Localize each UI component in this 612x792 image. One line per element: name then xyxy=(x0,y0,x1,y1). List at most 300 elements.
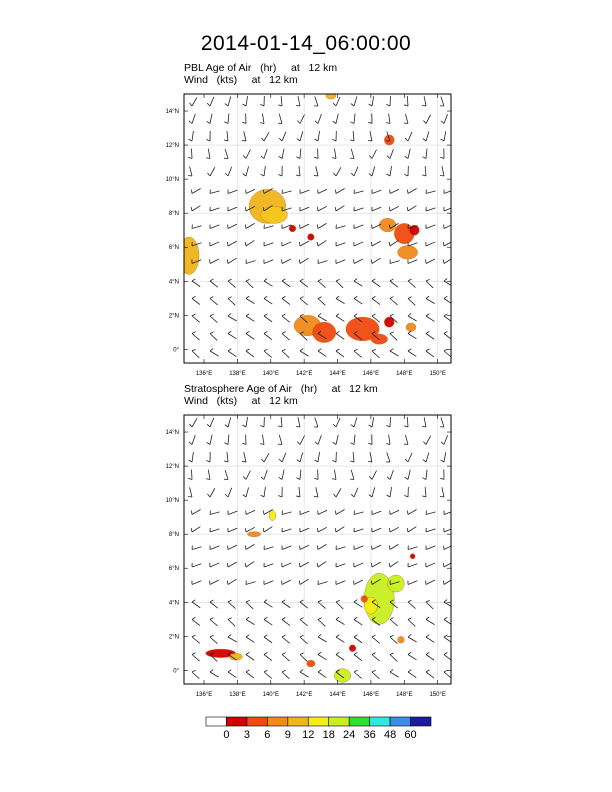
wind-barb xyxy=(189,97,197,106)
wind-barb xyxy=(245,544,254,549)
wind-barb xyxy=(224,114,228,124)
wind-barb xyxy=(314,97,318,106)
wind-barb xyxy=(350,470,354,480)
wind-barb xyxy=(404,487,408,497)
wind-barb xyxy=(243,471,250,480)
wind-barb xyxy=(423,452,429,462)
wind-barb xyxy=(282,332,290,340)
wind-barb xyxy=(372,511,381,515)
x-tick-label: 142°E xyxy=(295,371,313,377)
wind-barb xyxy=(354,207,364,211)
wind-barb xyxy=(318,600,326,608)
wind-barb xyxy=(296,166,300,176)
contour-blob xyxy=(307,660,315,667)
wind-barb xyxy=(189,452,194,462)
wind-barb xyxy=(372,296,380,304)
colorbar-swatch xyxy=(411,717,431,726)
wind-barb xyxy=(297,131,303,141)
wind-barb xyxy=(242,452,246,462)
x-tick-label: 144°E xyxy=(329,371,346,377)
wind-barb xyxy=(426,314,434,322)
wind-barb xyxy=(227,579,236,584)
x-tick-label: 148°E xyxy=(396,371,413,377)
wind-barb xyxy=(191,206,200,211)
wind-barb xyxy=(210,190,220,194)
wind-barb xyxy=(228,279,236,287)
wind-barb xyxy=(228,600,236,608)
wind-barb xyxy=(300,511,309,515)
colorbar-swatch xyxy=(329,717,349,726)
wind-barb xyxy=(246,527,255,532)
wind-barb xyxy=(371,241,380,246)
wind-barb xyxy=(369,166,375,176)
y-tick-label: 6°N xyxy=(168,245,179,252)
wind-barb xyxy=(246,652,254,660)
wind-barb xyxy=(242,131,246,141)
wind-barb xyxy=(389,561,398,567)
wind-barb xyxy=(408,670,416,678)
wind-barb xyxy=(297,436,304,445)
colorbar-swatch xyxy=(206,717,226,726)
wind-barb xyxy=(369,487,375,497)
colorbar-swatch xyxy=(267,717,287,726)
wind-barb xyxy=(408,618,415,627)
wind-barb xyxy=(206,452,210,462)
wind-barb xyxy=(335,206,344,211)
contour-blob xyxy=(379,218,396,232)
wind-barb xyxy=(246,635,254,643)
contour-blob xyxy=(349,645,356,652)
colorbar-swatch xyxy=(226,717,246,726)
wind-barb xyxy=(336,242,345,246)
wind-barb xyxy=(408,652,416,660)
wind-barb xyxy=(333,418,340,427)
wind-barb xyxy=(279,470,284,480)
panel2-title-line1: Stratosphere Age of Air (hr) at 12 km xyxy=(184,383,378,395)
wind-barb xyxy=(372,653,380,661)
wind-barb xyxy=(336,652,344,660)
wind-barb xyxy=(210,332,217,341)
wind-barb xyxy=(405,132,412,141)
contour-blob xyxy=(406,323,416,332)
wind-barb xyxy=(245,223,254,228)
y-tick-label: 0° xyxy=(173,347,179,354)
wind-barb xyxy=(264,670,272,678)
wind-barb xyxy=(386,96,390,106)
wind-barb xyxy=(336,331,344,339)
y-tick-label: 8°N xyxy=(168,532,179,539)
wind-barb xyxy=(405,149,411,159)
wind-barb xyxy=(408,600,416,608)
wind-barb xyxy=(440,487,444,497)
wind-barb xyxy=(354,296,362,304)
wind-barb xyxy=(207,435,212,445)
wind-barb xyxy=(318,297,325,306)
wind-barb xyxy=(354,617,362,625)
wind-barb xyxy=(318,634,327,642)
wind-barb xyxy=(315,435,321,444)
colorbar-swatch xyxy=(390,717,410,726)
wind-barb xyxy=(278,417,282,427)
wind-barb xyxy=(264,331,272,339)
wind-barb xyxy=(336,260,345,264)
wind-barb xyxy=(332,131,336,141)
wind-barb xyxy=(423,131,429,141)
wind-barb xyxy=(246,617,255,625)
wind-barb xyxy=(350,435,355,445)
y-tick-label: 4°N xyxy=(168,600,179,607)
colorbar-label: 24 xyxy=(343,729,356,741)
wind-barb xyxy=(264,617,272,625)
wind-barb xyxy=(261,149,267,158)
y-tick-label: 2°N xyxy=(168,313,179,320)
wind-barb xyxy=(228,618,235,627)
x-tick-label: 142°E xyxy=(295,692,313,698)
wind-barb xyxy=(264,279,272,287)
y-tick-label: 12°N xyxy=(165,143,179,150)
wind-barb xyxy=(188,166,192,176)
wind-barb xyxy=(335,189,344,194)
wind-barb xyxy=(228,528,237,532)
contour-blob xyxy=(269,510,276,520)
colorbar-swatch xyxy=(247,717,267,726)
wind-barb xyxy=(192,617,200,625)
wind-barb xyxy=(372,190,381,194)
wind-barb xyxy=(351,96,357,106)
colorbar-label: 18 xyxy=(322,729,335,741)
wind-barb xyxy=(318,581,328,585)
contour-blob xyxy=(289,225,296,232)
wind-barb xyxy=(390,527,399,532)
wind-barb xyxy=(354,563,363,567)
wind-barb xyxy=(426,331,434,339)
figure-title: 2014-01-14_06:00:00 xyxy=(200,32,412,55)
contour-blob xyxy=(326,92,336,99)
wind-barb xyxy=(224,470,228,480)
wind-barb xyxy=(282,511,292,515)
x-tick-label: 136°E xyxy=(195,371,213,377)
wind-barb xyxy=(422,166,426,176)
wind-barb xyxy=(386,453,390,462)
wind-barb xyxy=(318,510,327,514)
wind-barb xyxy=(390,635,397,643)
wind-barb xyxy=(282,314,290,322)
wind-barb xyxy=(263,527,272,532)
y-tick-label: 12°N xyxy=(165,464,179,471)
wind-barb xyxy=(404,114,408,124)
y-tick-label: 2°N xyxy=(168,634,179,641)
wind-barb xyxy=(318,652,326,660)
wind-barb xyxy=(390,349,399,357)
wind-barb xyxy=(245,240,254,246)
wind-barb xyxy=(192,563,201,567)
wind-barb xyxy=(278,435,282,445)
wind-barb xyxy=(246,600,253,609)
wind-barb xyxy=(390,297,398,305)
wind-barb xyxy=(264,349,272,357)
wind-barb xyxy=(264,314,272,322)
x-tick-label: 140°E xyxy=(262,692,279,698)
wind-barb xyxy=(335,510,344,515)
wind-barb xyxy=(354,190,364,194)
pbl-age-of-air-map xyxy=(0,88,612,388)
stratosphere-age-of-air-map xyxy=(0,409,612,709)
wind-barb xyxy=(314,470,318,480)
panel1-title-line1: PBL Age of Air (hr) at 12 km xyxy=(184,62,338,74)
wind-barb xyxy=(372,349,379,358)
y-tick-label: 10°N xyxy=(165,498,179,505)
colorbar-label: 48 xyxy=(383,729,397,741)
colorbar-label: 0 xyxy=(223,729,230,741)
wind-barb xyxy=(228,224,237,228)
wind-barb xyxy=(264,635,272,643)
x-tick-label: 138°E xyxy=(229,692,246,698)
wind-barb xyxy=(192,349,199,358)
wind-barb xyxy=(444,224,453,228)
wind-barb xyxy=(390,332,397,341)
wind-barb xyxy=(404,417,408,427)
wind-barb xyxy=(426,635,434,643)
wind-barb xyxy=(336,563,345,567)
wind-barb xyxy=(440,166,444,176)
wind-barb xyxy=(354,225,363,229)
wind-barb xyxy=(192,225,202,229)
wind-barb xyxy=(351,417,357,427)
wind-barb xyxy=(243,487,249,497)
wind-barb xyxy=(278,487,282,497)
wind-barb xyxy=(261,166,266,176)
wind-barb xyxy=(225,96,231,106)
wind-barb xyxy=(282,279,290,287)
wind-barb xyxy=(354,349,362,357)
wind-barb xyxy=(426,296,435,304)
wind-barb xyxy=(426,617,435,625)
wind-barb xyxy=(336,581,345,585)
wind-barb xyxy=(189,114,195,123)
wind-barb xyxy=(228,190,237,194)
wind-barb xyxy=(441,114,448,123)
wind-barb xyxy=(264,296,272,304)
wind-barb xyxy=(227,562,236,567)
wind-barb xyxy=(426,511,436,515)
wind-barb xyxy=(210,225,219,229)
wind-barb xyxy=(246,296,255,304)
y-tick-label: 14°N xyxy=(165,109,179,116)
y-tick-label: 14°N xyxy=(165,430,179,437)
contour-blob xyxy=(410,554,415,559)
wind-barb xyxy=(350,452,354,462)
wind-barb xyxy=(372,528,381,532)
wind-barb xyxy=(426,207,436,211)
wind-barb xyxy=(390,670,399,678)
wind-barb xyxy=(192,546,202,550)
wind-barb xyxy=(390,510,399,514)
wind-barb xyxy=(440,149,444,159)
panel2-title-line2: Wind (kts) at 12 km xyxy=(184,395,298,407)
colorbar-label: 60 xyxy=(404,729,417,741)
wind-barb xyxy=(300,653,307,662)
wind-barb xyxy=(408,546,418,550)
wind-barb xyxy=(354,259,363,264)
wind-barb xyxy=(351,167,358,176)
contour-blob xyxy=(398,636,405,643)
wind-barb xyxy=(317,561,326,567)
x-tick-label: 148°E xyxy=(396,692,413,698)
wind-barb xyxy=(210,618,218,626)
wind-barb xyxy=(405,470,411,480)
wind-barb xyxy=(242,435,246,445)
wind-barb xyxy=(282,528,292,532)
wind-barb xyxy=(207,167,214,176)
wind-barb xyxy=(282,546,291,550)
wind-barb xyxy=(228,207,237,211)
wind-barb xyxy=(264,242,273,246)
wind-barb xyxy=(333,435,339,445)
wind-barb xyxy=(371,258,380,263)
wind-barb xyxy=(282,670,289,679)
wind-barb xyxy=(426,670,434,678)
wind-barb xyxy=(422,470,427,480)
wind-barb xyxy=(206,131,210,141)
wind-barb xyxy=(408,260,417,264)
wind-barb xyxy=(189,418,197,427)
wind-barb xyxy=(390,618,398,626)
wind-barb xyxy=(264,260,273,264)
wind-barb xyxy=(225,488,232,497)
wind-barb xyxy=(264,652,272,660)
wind-barb xyxy=(386,417,390,427)
y-tick-label: 8°N xyxy=(168,211,179,218)
wind-barb xyxy=(210,314,217,322)
contour-blob xyxy=(371,334,388,344)
wind-barb xyxy=(426,349,434,357)
wind-barb xyxy=(210,511,220,515)
wind-barb xyxy=(350,114,355,124)
wind-barb xyxy=(318,670,326,678)
x-tick-label: 140°E xyxy=(262,371,279,377)
wind-barb xyxy=(300,635,307,643)
wind-barb xyxy=(264,600,272,608)
wind-barb xyxy=(368,452,372,462)
wind-barb xyxy=(315,131,320,141)
wind-barb xyxy=(387,149,393,158)
wind-barb xyxy=(224,435,228,445)
wind-barb xyxy=(336,349,344,357)
wind-barb xyxy=(354,546,363,550)
wind-barb xyxy=(246,581,256,585)
x-tick-label: 144°E xyxy=(329,692,346,698)
wind-barb xyxy=(225,417,231,427)
wind-barb xyxy=(242,114,246,124)
wind-barb xyxy=(404,96,408,106)
wind-barb xyxy=(188,487,192,497)
colorbar-swatch xyxy=(308,717,328,726)
wind-barb xyxy=(228,634,237,642)
wind-barb xyxy=(354,279,362,287)
wind-barb xyxy=(300,190,309,194)
wind-barb xyxy=(336,617,345,625)
wind-barb xyxy=(210,207,220,211)
wind-barb xyxy=(336,600,343,609)
wind-barb xyxy=(390,189,399,193)
wind-barb xyxy=(408,331,416,339)
wind-barb xyxy=(317,240,326,246)
wind-barb xyxy=(224,452,228,462)
wind-barb xyxy=(422,96,426,106)
wind-barb xyxy=(188,149,192,159)
wind-barb xyxy=(282,349,289,358)
wind-barb xyxy=(407,510,416,515)
wind-barb xyxy=(260,96,264,106)
wind-barb xyxy=(210,242,219,246)
plot-area xyxy=(179,92,453,363)
wind-barb xyxy=(314,149,318,159)
wind-barb xyxy=(422,487,426,497)
wind-barb xyxy=(246,314,254,322)
wind-barb xyxy=(333,114,339,124)
wind-barb xyxy=(354,580,363,585)
wind-barb xyxy=(261,132,269,141)
wind-barb xyxy=(228,297,235,306)
wind-barb xyxy=(426,546,435,550)
x-tick-label: 138°E xyxy=(229,371,246,377)
wind-barb xyxy=(282,617,290,625)
wind-barb xyxy=(408,297,415,306)
wind-barb xyxy=(390,260,400,264)
wind-barb xyxy=(387,470,393,479)
wind-barb xyxy=(261,470,267,479)
wind-barb xyxy=(318,313,327,321)
wind-barb xyxy=(390,279,398,287)
wind-barb xyxy=(444,190,453,194)
wind-barb xyxy=(300,618,308,626)
colorbar-swatch xyxy=(349,717,369,726)
contour-blob xyxy=(179,237,199,274)
wind-barb xyxy=(440,417,444,427)
wind-barb xyxy=(372,279,380,287)
plot-area xyxy=(184,415,453,684)
wind-barb xyxy=(282,600,290,608)
wind-barb xyxy=(192,279,200,287)
wind-barb xyxy=(246,510,255,514)
wind-barb xyxy=(372,545,381,549)
wind-barb xyxy=(210,600,218,608)
wind-barb xyxy=(282,259,291,264)
wind-barb xyxy=(282,296,290,304)
wind-barb xyxy=(282,563,291,567)
wind-barb xyxy=(318,618,325,627)
x-tick-label: 150°E xyxy=(429,371,446,377)
wind-barb xyxy=(189,435,195,444)
wind-barb xyxy=(335,527,344,532)
wind-barb xyxy=(372,207,381,211)
wind-barb xyxy=(354,528,364,532)
wind-barb xyxy=(422,417,426,427)
wind-barb xyxy=(387,166,392,176)
wind-barb xyxy=(210,297,218,305)
wind-barb xyxy=(444,207,453,211)
wind-barb xyxy=(426,563,435,567)
y-tick-label: 4°N xyxy=(168,279,179,286)
wind-barb xyxy=(314,418,318,427)
wind-barb xyxy=(407,527,416,532)
wind-barb xyxy=(228,511,237,515)
wind-barb xyxy=(224,131,228,141)
wind-barb xyxy=(404,166,408,176)
wind-barb xyxy=(354,511,364,515)
wind-barb xyxy=(372,670,379,679)
wind-barb xyxy=(210,279,218,287)
